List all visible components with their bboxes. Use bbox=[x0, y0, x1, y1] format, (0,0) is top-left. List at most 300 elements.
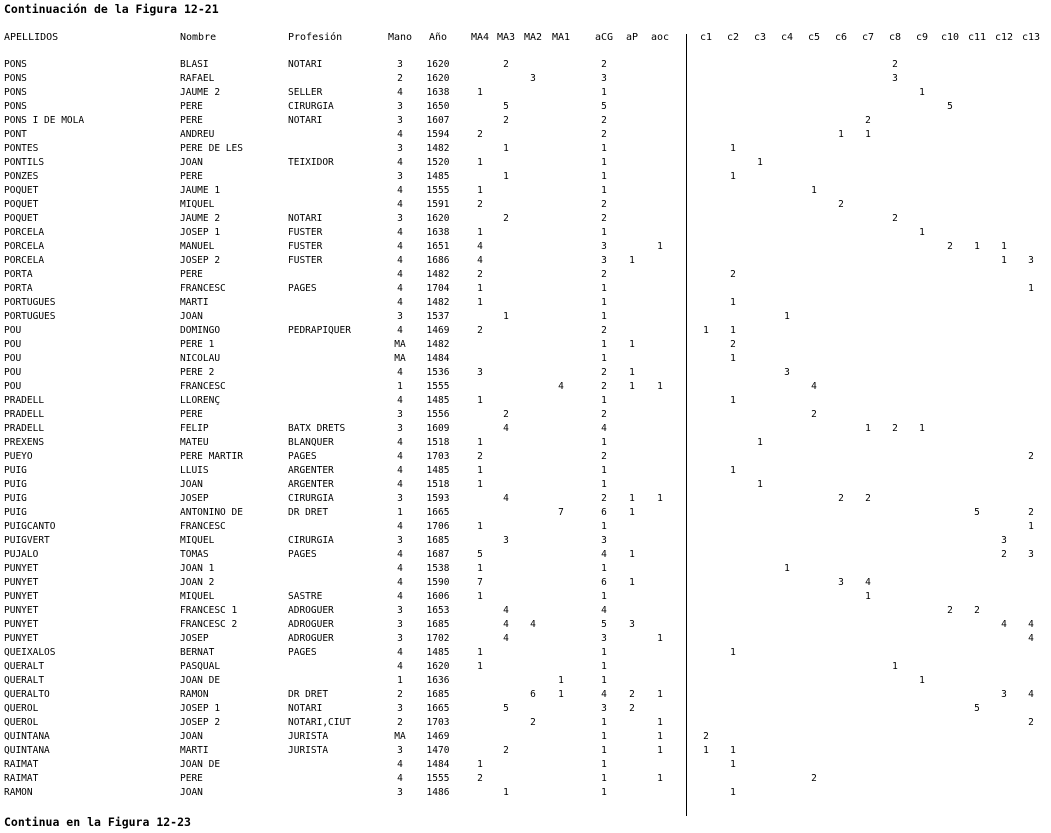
table-cell: 1485 bbox=[426, 395, 450, 406]
table-cell: JOAN bbox=[180, 787, 203, 798]
table-cell: 5 bbox=[974, 507, 980, 518]
table-cell: 1687 bbox=[426, 549, 450, 560]
table-cell: 1 bbox=[601, 339, 607, 350]
table-cell: JAUME 1 bbox=[180, 185, 221, 196]
column-header: MA4 bbox=[470, 32, 490, 43]
table-cell: 1 bbox=[477, 297, 483, 308]
table-cell: 1 bbox=[503, 787, 509, 798]
table-cell: PAGES bbox=[288, 549, 317, 560]
table-cell: 1 bbox=[730, 787, 736, 798]
table-cell: JURISTA bbox=[288, 745, 329, 756]
table-cell: 1 bbox=[629, 507, 635, 518]
table-cell: 4 bbox=[503, 493, 509, 504]
table-cell: 4 bbox=[397, 283, 403, 294]
table-cell: PERE bbox=[180, 773, 203, 784]
table-cell: 1 bbox=[657, 689, 663, 700]
table-cell: ADROGUER bbox=[288, 605, 334, 616]
table-cell: 4 bbox=[601, 423, 607, 434]
table-cell: 1 bbox=[477, 157, 483, 168]
table-cell: 1638 bbox=[426, 87, 450, 98]
table-cell: 1653 bbox=[426, 605, 450, 616]
table-cell: ARGENTER bbox=[288, 479, 334, 490]
table-cell: 1 bbox=[601, 353, 607, 364]
table-cell: 1485 bbox=[426, 465, 450, 476]
table-cell: 1685 bbox=[426, 535, 450, 546]
table-cell: SELLER bbox=[288, 87, 323, 98]
table-cell: 3 bbox=[397, 605, 403, 616]
table-cell: 4 bbox=[397, 549, 403, 560]
table-cell: 3 bbox=[397, 787, 403, 798]
table-cell: BERNAT bbox=[180, 647, 215, 658]
table-cell: 1 bbox=[601, 395, 607, 406]
table-cell: DOMINGO bbox=[180, 325, 221, 336]
table-cell: PERE bbox=[180, 101, 203, 112]
table-cell: 1 bbox=[730, 745, 736, 756]
table-cell: 4 bbox=[397, 437, 403, 448]
table-cell: 1 bbox=[865, 423, 871, 434]
table-cell: 2 bbox=[601, 213, 607, 224]
table-cell: 1 bbox=[629, 381, 635, 392]
table-cell: 1 bbox=[503, 171, 509, 182]
table-cell: 1 bbox=[1001, 255, 1007, 266]
table-cell: JOAN 2 bbox=[180, 577, 215, 588]
table-cell: 1 bbox=[865, 591, 871, 602]
table-cell: 1 bbox=[601, 143, 607, 154]
table-cell: 2 bbox=[1001, 549, 1007, 560]
table-cell: 1538 bbox=[426, 563, 450, 574]
table-cell: 1 bbox=[757, 479, 763, 490]
table-cell: MANUEL bbox=[180, 241, 215, 252]
table-cell: 1 bbox=[629, 549, 635, 560]
table-cell: 5 bbox=[503, 101, 509, 112]
table-cell: 1 bbox=[601, 759, 607, 770]
table-cell: 2 bbox=[892, 59, 898, 70]
table-cell: 1703 bbox=[426, 451, 450, 462]
table-cell: 4 bbox=[601, 689, 607, 700]
table-cell: 5 bbox=[601, 101, 607, 112]
table-cell: 2 bbox=[892, 423, 898, 434]
table-cell: 4 bbox=[397, 185, 403, 196]
table-cell: 1 bbox=[730, 171, 736, 182]
table-cell: 4 bbox=[811, 381, 817, 392]
table-cell: 1 bbox=[477, 283, 483, 294]
table-cell: 4 bbox=[397, 297, 403, 308]
table-cell: QUEIXALOS bbox=[4, 647, 56, 658]
table-cell: MA bbox=[394, 339, 406, 350]
column-header: c13 bbox=[1021, 32, 1041, 43]
table-cell: 5 bbox=[947, 101, 953, 112]
table-cell: FUSTER bbox=[288, 227, 323, 238]
table-cell: 1518 bbox=[426, 437, 450, 448]
table-cell: 2 bbox=[397, 73, 403, 84]
table-cell: BATX DRETS bbox=[288, 423, 346, 434]
table-cell: QUERALT bbox=[4, 661, 45, 672]
table-cell: 3 bbox=[397, 171, 403, 182]
table-cell: 1 bbox=[657, 493, 663, 504]
table-cell: 1 bbox=[730, 759, 736, 770]
table-cell: PERE 2 bbox=[180, 367, 215, 378]
table-cell: 2 bbox=[477, 129, 483, 140]
table-cell: 3 bbox=[397, 115, 403, 126]
table-cell: 4 bbox=[397, 367, 403, 378]
table-cell: RAMON bbox=[4, 787, 33, 798]
table-cell: 1 bbox=[477, 227, 483, 238]
table-cell: 1 bbox=[397, 381, 403, 392]
table-cell: 4 bbox=[397, 87, 403, 98]
table-cell: JOAN DE bbox=[180, 759, 221, 770]
table-cell: MIQUEL bbox=[180, 199, 215, 210]
column-header: c2 bbox=[726, 32, 740, 43]
table-cell: 1685 bbox=[426, 689, 450, 700]
table-cell: 1 bbox=[477, 185, 483, 196]
table-cell: 1591 bbox=[426, 199, 450, 210]
table-cell: 1469 bbox=[426, 325, 450, 336]
column-header: c9 bbox=[915, 32, 929, 43]
column-header: MA3 bbox=[496, 32, 516, 43]
table-cell: 3 bbox=[397, 423, 403, 434]
table-cell: PAGES bbox=[288, 451, 317, 462]
table-cell: 3 bbox=[601, 633, 607, 644]
column-header: MA1 bbox=[551, 32, 571, 43]
table-cell: 3 bbox=[1028, 549, 1034, 560]
table-cell: 1 bbox=[477, 395, 483, 406]
table-cell: 3 bbox=[1028, 255, 1034, 266]
table-cell: 4 bbox=[503, 619, 509, 630]
table-cell: 1 bbox=[601, 227, 607, 238]
table-cell: PORTA bbox=[4, 283, 33, 294]
table-cell: TEIXIDOR bbox=[288, 157, 334, 168]
table-cell: 1485 bbox=[426, 171, 450, 182]
table-cell: 1 bbox=[601, 521, 607, 532]
table-cell: 1 bbox=[730, 297, 736, 308]
table-cell: 1486 bbox=[426, 787, 450, 798]
table-cell: 5 bbox=[601, 619, 607, 630]
table-cell: 1 bbox=[601, 717, 607, 728]
table-cell: 1 bbox=[629, 577, 635, 588]
table-cell: PONTES bbox=[4, 143, 39, 154]
table-cell: DR DRET bbox=[288, 689, 329, 700]
table-cell: 4 bbox=[503, 633, 509, 644]
table-cell: 3 bbox=[503, 535, 509, 546]
table-cell: 3 bbox=[397, 633, 403, 644]
table-cell: 3 bbox=[629, 619, 635, 630]
table-cell: PUEYO bbox=[4, 451, 33, 462]
table-cell: 1 bbox=[477, 465, 483, 476]
table-cell: ARGENTER bbox=[288, 465, 334, 476]
table-cell: 3 bbox=[397, 311, 403, 322]
column-header: APELLIDOS bbox=[4, 32, 59, 43]
table-cell: 1 bbox=[601, 563, 607, 574]
table-cell: 2 bbox=[477, 325, 483, 336]
table-cell: 4 bbox=[397, 157, 403, 168]
table-cell: 2 bbox=[601, 367, 607, 378]
table-cell: PUIG bbox=[4, 493, 27, 504]
table-cell: PONS I DE MOLA bbox=[4, 115, 85, 126]
table-cell: 2 bbox=[838, 199, 844, 210]
table-cell: 1 bbox=[629, 255, 635, 266]
table-cell: 1 bbox=[601, 661, 607, 672]
table-cell: 1 bbox=[730, 465, 736, 476]
table-cell: 3 bbox=[1001, 689, 1007, 700]
table-cell: 1620 bbox=[426, 213, 450, 224]
table-cell: 1 bbox=[974, 241, 980, 252]
table-cell: FUSTER bbox=[288, 241, 323, 252]
table-cell: 4 bbox=[397, 647, 403, 658]
table-cell: POQUET bbox=[4, 199, 39, 210]
table-cell: MIQUEL bbox=[180, 591, 215, 602]
table-cell: FRANCESC bbox=[180, 283, 226, 294]
column-header: c8 bbox=[888, 32, 902, 43]
table-cell: 2 bbox=[865, 115, 871, 126]
table-cell: 4 bbox=[1001, 619, 1007, 630]
table-cell: 1 bbox=[477, 437, 483, 448]
table-cell: 2 bbox=[477, 269, 483, 280]
table-cell: 3 bbox=[397, 745, 403, 756]
table-cell: 1 bbox=[601, 311, 607, 322]
table-cell: 1537 bbox=[426, 311, 450, 322]
table-cell: QUEROL bbox=[4, 703, 39, 714]
table-cell: 4 bbox=[397, 241, 403, 252]
table-cell: 2 bbox=[601, 129, 607, 140]
table-cell: PUIG bbox=[4, 479, 27, 490]
table-cell: 1 bbox=[657, 745, 663, 756]
table-cell: POU bbox=[4, 367, 22, 378]
table-cell: 1706 bbox=[426, 521, 450, 532]
table-cell: 1 bbox=[503, 143, 509, 154]
column-header: c10 bbox=[940, 32, 960, 43]
table-cell: RAFAEL bbox=[180, 73, 215, 84]
table-cell: 4 bbox=[865, 577, 871, 588]
table-cell: PAGES bbox=[288, 283, 317, 294]
table-cell: 1620 bbox=[426, 661, 450, 672]
table-cell: PRADELL bbox=[4, 395, 45, 406]
table-cell: 1 bbox=[657, 633, 663, 644]
table-cell: PONS bbox=[4, 87, 27, 98]
table-cell: 1 bbox=[601, 773, 607, 784]
table-cell: PERE bbox=[180, 171, 203, 182]
table-cell: 4 bbox=[397, 563, 403, 574]
table-cell: 1 bbox=[730, 325, 736, 336]
column-header: c1 bbox=[699, 32, 713, 43]
table-cell: 7 bbox=[558, 507, 564, 518]
table-cell: 3 bbox=[397, 535, 403, 546]
table-cell: PREXENS bbox=[4, 437, 45, 448]
table-cell: MIQUEL bbox=[180, 535, 215, 546]
table-cell: 1482 bbox=[426, 339, 450, 350]
table-cell: 3 bbox=[838, 577, 844, 588]
table-cell: BLASI bbox=[180, 59, 209, 70]
table-cell: PUJALO bbox=[4, 549, 39, 560]
table-cell: JOSEP bbox=[180, 493, 209, 504]
table-cell: 1470 bbox=[426, 745, 450, 756]
table-cell: QUINTANA bbox=[4, 745, 50, 756]
table-cell: NOTARI,CIUT bbox=[288, 717, 351, 728]
table-cell: JOSEP 1 bbox=[180, 227, 221, 238]
table-cell: 1 bbox=[601, 745, 607, 756]
table-cell: 1 bbox=[703, 325, 709, 336]
table-cell: 1556 bbox=[426, 409, 450, 420]
table-cell: 1 bbox=[558, 675, 564, 686]
table-cell: PEDRAPIQUER bbox=[288, 325, 351, 336]
table-cell: PONT bbox=[4, 129, 27, 140]
table-cell: 4 bbox=[558, 381, 564, 392]
table-cell: 4 bbox=[397, 227, 403, 238]
table-cell: 1 bbox=[730, 647, 736, 658]
table-cell: PORTUGUES bbox=[4, 311, 56, 322]
table-cell: FRANCESC bbox=[180, 521, 226, 532]
table-cell: 4 bbox=[397, 661, 403, 672]
table-cell: 1 bbox=[601, 283, 607, 294]
table-cell: 4 bbox=[397, 255, 403, 266]
table-cell: 2 bbox=[601, 493, 607, 504]
table-cell: ADROGUER bbox=[288, 633, 334, 644]
table-cell: 1 bbox=[629, 339, 635, 350]
table-cell: POU bbox=[4, 339, 22, 350]
table-cell: 1609 bbox=[426, 423, 450, 434]
table-cell: MATEU bbox=[180, 437, 209, 448]
table-cell: 3 bbox=[397, 59, 403, 70]
table-cell: PONS bbox=[4, 73, 27, 84]
table-cell: 3 bbox=[601, 703, 607, 714]
table-cell: 1 bbox=[601, 675, 607, 686]
table-cell: SASTRE bbox=[288, 591, 323, 602]
table-cell: 2 bbox=[601, 325, 607, 336]
table-cell: 1 bbox=[784, 311, 790, 322]
table-cell: 4 bbox=[477, 241, 483, 252]
table-cell: 1606 bbox=[426, 591, 450, 602]
table-cell: PUIGCANTO bbox=[4, 521, 56, 532]
table-cell: JAUME 2 bbox=[180, 87, 221, 98]
table-cell: 1 bbox=[1001, 241, 1007, 252]
table-cell: 3 bbox=[601, 255, 607, 266]
table-cell: 4 bbox=[397, 199, 403, 210]
column-header: Nombre bbox=[180, 32, 217, 43]
table-cell: 2 bbox=[397, 689, 403, 700]
table-cell: 4 bbox=[397, 577, 403, 588]
table-cell: 1482 bbox=[426, 297, 450, 308]
table-cell: NOTARI bbox=[288, 703, 323, 714]
table-cell: POU bbox=[4, 325, 22, 336]
table-cell: DR DRET bbox=[288, 507, 329, 518]
table-cell: 1651 bbox=[426, 241, 450, 252]
table-cell: 4 bbox=[601, 549, 607, 560]
table-cell: RAMON bbox=[180, 689, 209, 700]
table-cell: 2 bbox=[503, 213, 509, 224]
table-cell: 4 bbox=[397, 773, 403, 784]
table-cell: 1484 bbox=[426, 759, 450, 770]
table-cell: JOAN bbox=[180, 479, 203, 490]
table-cell: 2 bbox=[947, 241, 953, 252]
table-cell: 2 bbox=[601, 409, 607, 420]
column-header: c11 bbox=[967, 32, 987, 43]
table-cell: PUIG bbox=[4, 507, 27, 518]
table-cell: 2 bbox=[1028, 451, 1034, 462]
table-cell: 2 bbox=[892, 213, 898, 224]
table-cell: 2 bbox=[601, 115, 607, 126]
column-header: c7 bbox=[861, 32, 875, 43]
table-cell: 2 bbox=[503, 59, 509, 70]
table-cell: 1 bbox=[657, 773, 663, 784]
table-cell: 1702 bbox=[426, 633, 450, 644]
table-cell: 1594 bbox=[426, 129, 450, 140]
table-cell: 4 bbox=[397, 591, 403, 602]
table-cell: 2 bbox=[601, 381, 607, 392]
table-cell: 3 bbox=[397, 213, 403, 224]
table-cell: 4 bbox=[503, 605, 509, 616]
table-cell: 2 bbox=[397, 717, 403, 728]
table-cell: 4 bbox=[397, 479, 403, 490]
table-cell: PUNYET bbox=[4, 633, 39, 644]
table-cell: POQUET bbox=[4, 185, 39, 196]
table-cell: 1 bbox=[1028, 521, 1034, 532]
table-cell: QUEROL bbox=[4, 717, 39, 728]
table-cell: MARTI bbox=[180, 745, 209, 756]
table-cell: PORTA bbox=[4, 269, 33, 280]
table-cell: 1 bbox=[477, 479, 483, 490]
table-cell: 1484 bbox=[426, 353, 450, 364]
table-cell: 2 bbox=[974, 605, 980, 616]
table-cell: JOSEP bbox=[180, 633, 209, 644]
table-cell: 1 bbox=[784, 563, 790, 574]
table-cell: 1 bbox=[629, 367, 635, 378]
table-cell: MA bbox=[394, 731, 406, 742]
table-cell: 1469 bbox=[426, 731, 450, 742]
table-cell: JOAN bbox=[180, 731, 203, 742]
table-cell: 3 bbox=[397, 101, 403, 112]
table-cell: 1 bbox=[601, 87, 607, 98]
table-cell: 2 bbox=[503, 745, 509, 756]
table-cell: 2 bbox=[838, 493, 844, 504]
table-cell: 1 bbox=[477, 661, 483, 672]
table-cell: 1 bbox=[601, 185, 607, 196]
table-cell: PAGES bbox=[288, 647, 317, 658]
table-cell: 1 bbox=[601, 157, 607, 168]
table-cell: 3 bbox=[601, 73, 607, 84]
table-cell: 1 bbox=[601, 479, 607, 490]
table-cell: 1 bbox=[477, 647, 483, 658]
table-cell: PRADELL bbox=[4, 423, 45, 434]
table-cell: 1593 bbox=[426, 493, 450, 504]
table-cell: 4 bbox=[1028, 619, 1034, 630]
table-cell: PUNYET bbox=[4, 591, 39, 602]
table-cell: 1 bbox=[601, 297, 607, 308]
table-cell: 2 bbox=[1028, 507, 1034, 518]
table-cell: 3 bbox=[892, 73, 898, 84]
table-cell: 4 bbox=[397, 759, 403, 770]
table-cell: 1638 bbox=[426, 227, 450, 238]
table-cell: RAIMAT bbox=[4, 759, 39, 770]
table-cell: 1590 bbox=[426, 577, 450, 588]
table-cell: 1555 bbox=[426, 185, 450, 196]
table-cell: 3 bbox=[397, 703, 403, 714]
table-cell: POU bbox=[4, 353, 22, 364]
table-cell: 1 bbox=[601, 647, 607, 658]
table-cell: JOAN bbox=[180, 311, 203, 322]
table-cell: 1555 bbox=[426, 381, 450, 392]
table-cell: FRANCESC 1 bbox=[180, 605, 238, 616]
column-header: aoc bbox=[650, 32, 670, 43]
table-cell: 6 bbox=[601, 577, 607, 588]
table-cell: 1 bbox=[919, 87, 925, 98]
column-header: c6 bbox=[834, 32, 848, 43]
table-cell: 1 bbox=[601, 731, 607, 742]
table-cell: PERE 1 bbox=[180, 339, 215, 350]
table-cell: 1607 bbox=[426, 115, 450, 126]
table-cell: POU bbox=[4, 381, 22, 392]
table-cell: 1 bbox=[477, 759, 483, 770]
table-cell: 2 bbox=[601, 199, 607, 210]
table-cell: 2 bbox=[947, 605, 953, 616]
